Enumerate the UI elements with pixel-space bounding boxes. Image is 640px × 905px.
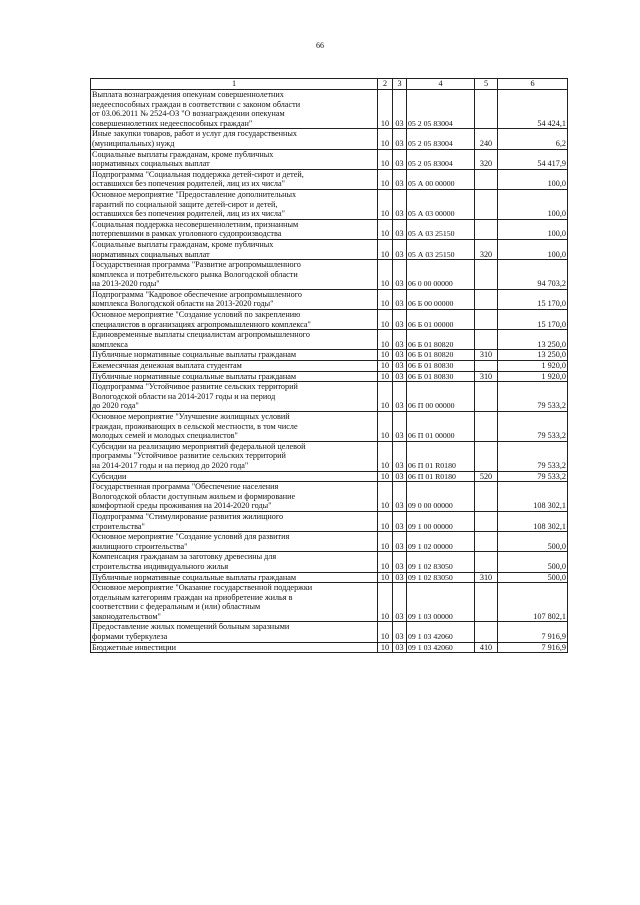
table-row	[91, 471, 568, 482]
amount: 7 916,9	[498, 642, 568, 653]
subsection-code: 03	[393, 572, 407, 583]
expense-type-code	[475, 552, 498, 572]
table-row	[91, 289, 568, 309]
row-name-line: программы "Устойчивое развитие сельских территорий	[92, 451, 286, 461]
row-name-line: Подпрограмма "Стимулирование развития жилищного	[92, 511, 284, 521]
section-code: 10	[378, 572, 393, 583]
row-name	[91, 260, 378, 290]
table-row	[91, 219, 568, 239]
row-name	[91, 90, 378, 129]
expense-type-code	[475, 441, 498, 471]
row-name-line: Предоставление жилых помещений больным заразными	[92, 622, 290, 632]
table-row	[91, 361, 568, 372]
expense-type-code: 520	[475, 471, 498, 482]
subsection-code: 03	[393, 90, 407, 129]
subsection-code: 03	[393, 330, 407, 350]
amount: 54 417,9	[498, 149, 568, 169]
target-article-code: 09 0 00 00000	[407, 482, 475, 512]
expense-type-code: 320	[475, 149, 498, 169]
amount: 100,0	[498, 189, 568, 219]
target-article-code: 05 А 00 00000	[407, 169, 475, 189]
row-name-line: Компенсация гражданам за заготовку древесины для	[92, 552, 277, 562]
target-article-code: 09 1 03 42060	[407, 642, 475, 653]
target-article-code: 09 1 02 00000	[407, 532, 475, 552]
section-code: 10	[378, 371, 393, 382]
amount: 108 302,1	[498, 511, 568, 531]
subsection-code: 03	[393, 260, 407, 290]
section-code: 10	[378, 219, 393, 239]
amount: 13 250,0	[498, 350, 568, 361]
col-header-1: 1	[91, 79, 378, 90]
target-article-code: 06 Б 01 80830	[407, 361, 475, 372]
row-name-line: Иные закупки товаров, работ и услуг для государственных	[92, 129, 297, 139]
row-name	[91, 239, 378, 259]
amount: 100,0	[498, 239, 568, 259]
section-code: 10	[378, 552, 393, 572]
target-article-code: 05 2 05 83004	[407, 149, 475, 169]
row-name	[91, 552, 378, 572]
row-name	[91, 622, 378, 642]
row-name	[91, 482, 378, 512]
row-name	[91, 583, 378, 622]
row-name-line: Государственная программа "Развитие агропромышленного	[92, 260, 301, 270]
row-name-line: Подпрограмма "Кадровое обеспечение агропромышленного	[92, 289, 302, 299]
table-row	[91, 552, 568, 572]
table-row	[91, 532, 568, 552]
table-row	[91, 371, 568, 382]
table-header-row	[91, 79, 568, 90]
row-name-line: Основное мероприятие "Предоставление дополнительных	[92, 189, 297, 199]
expense-type-code	[475, 260, 498, 290]
row-name-line: оставшихся без попечения родителей, лиц из их числа"	[92, 209, 285, 219]
subsection-code: 03	[393, 361, 407, 372]
row-name	[91, 412, 378, 442]
row-name-line: соответствии с федеральным и (или) областным	[92, 602, 261, 612]
expense-type-code	[475, 382, 498, 412]
table-row	[91, 622, 568, 642]
row-name	[91, 532, 378, 552]
row-name-line: Публичные нормативные социальные выплаты гражданам	[92, 350, 297, 360]
subsection-code: 03	[393, 552, 407, 572]
amount: 1 920,0	[498, 371, 568, 382]
expense-type-code: 310	[475, 350, 498, 361]
row-name-line: Социальные выплаты гражданам, кроме публичных	[92, 149, 274, 159]
col-header-6: 6	[498, 79, 568, 90]
row-name-line: строительства"	[92, 521, 145, 531]
section-code: 10	[378, 642, 393, 653]
row-name-line: Основное мероприятие "Создание условий по закреплению	[92, 310, 301, 320]
row-name	[91, 310, 378, 330]
expense-type-code	[475, 622, 498, 642]
expense-type-code	[475, 482, 498, 512]
row-name-line: Основное мероприятие "Оказание государственной поддержки	[92, 583, 313, 593]
section-code: 10	[378, 361, 393, 372]
row-name-line: Подпрограмма "Устойчивое развитие сельских территорий	[92, 382, 298, 392]
expense-type-code	[475, 361, 498, 372]
section-code: 10	[378, 511, 393, 531]
subsection-code: 03	[393, 532, 407, 552]
subsection-code: 03	[393, 382, 407, 412]
row-name-line: от 03.06.2011 № 2524-ОЗ "О вознаграждении опекунам	[92, 109, 285, 119]
table-row	[91, 511, 568, 531]
row-name	[91, 382, 378, 412]
subsection-code: 03	[393, 583, 407, 622]
row-name-line: Публичные нормативные социальные выплаты гражданам	[92, 572, 297, 582]
row-name-line: законодательством"	[92, 611, 161, 621]
subsection-code: 03	[393, 310, 407, 330]
target-article-code: 09 1 03 42060	[407, 622, 475, 642]
subsection-code: 03	[393, 189, 407, 219]
amount: 1 920,0	[498, 361, 568, 372]
target-article-code: 05 А 03 00000	[407, 189, 475, 219]
col-header-4: 4	[407, 79, 475, 90]
target-article-code: 09 1 00 00000	[407, 511, 475, 531]
section-code: 10	[378, 441, 393, 471]
expense-type-code	[475, 189, 498, 219]
subsection-code: 03	[393, 129, 407, 149]
subsection-code: 03	[393, 371, 407, 382]
row-name	[91, 471, 378, 482]
table-row	[91, 350, 568, 361]
table-row	[91, 310, 568, 330]
amount: 79 533,2	[498, 412, 568, 442]
row-name-line: Основное мероприятие "Создание условий для развития	[92, 532, 290, 542]
row-name	[91, 149, 378, 169]
target-article-code: 09 1 02 83050	[407, 552, 475, 572]
row-name-line: комплекса	[92, 339, 128, 349]
amount: 100,0	[498, 219, 568, 239]
section-code: 10	[378, 622, 393, 642]
expense-type-code	[475, 532, 498, 552]
budget-table	[90, 78, 568, 653]
row-name-line: недееспособных граждан в соответствии с законом области	[92, 99, 301, 109]
row-name	[91, 169, 378, 189]
amount: 100,0	[498, 169, 568, 189]
target-article-code: 06 Б 01 80830	[407, 371, 475, 382]
target-article-code: 06 П 01 00000	[407, 412, 475, 442]
row-name-line: Бюджетные инвестиции	[92, 642, 177, 652]
section-code: 10	[378, 149, 393, 169]
table-body	[91, 90, 568, 653]
target-article-code: 09 1 02 83050	[407, 572, 475, 583]
target-article-code: 06 0 00 00000	[407, 260, 475, 290]
amount: 107 802,1	[498, 583, 568, 622]
page-number: 66	[316, 41, 324, 50]
col-header-3: 3	[393, 79, 407, 90]
section-code: 10	[378, 189, 393, 219]
row-name	[91, 350, 378, 361]
row-name-line: жилищного строительства"	[92, 541, 188, 551]
table-row	[91, 441, 568, 471]
amount: 500,0	[498, 532, 568, 552]
subsection-code: 03	[393, 441, 407, 471]
expense-type-code	[475, 583, 498, 622]
expense-type-code	[475, 289, 498, 309]
target-article-code: 06 П 00 00000	[407, 382, 475, 412]
row-name-line: комплекса и потребительского рынка Вологодской области	[92, 269, 298, 279]
row-name	[91, 572, 378, 583]
table-row	[91, 260, 568, 290]
table-row	[91, 169, 568, 189]
expense-type-code	[475, 310, 498, 330]
row-name-line: Ежемесячная денежная выплата студентам	[92, 361, 242, 371]
row-name-line: Выплата вознаграждения опекунам совершеннолетних	[92, 90, 284, 99]
expense-type-code	[475, 330, 498, 350]
row-name-line: Основное мероприятие "Улучшение жилищных условий	[92, 412, 290, 421]
col-header-2: 2	[378, 79, 393, 90]
table-row	[91, 149, 568, 169]
row-name-line: Субсидии на реализацию мероприятий федеральной целевой	[92, 441, 306, 451]
target-article-code: 06 Б 00 00000	[407, 289, 475, 309]
col-header-5: 5	[475, 79, 498, 90]
expense-type-code: 320	[475, 239, 498, 259]
section-code: 10	[378, 471, 393, 482]
section-code: 10	[378, 350, 393, 361]
target-article-code: 05 А 03 25150	[407, 219, 475, 239]
row-name-line: граждан, проживающих в сельской местности, в том числе	[92, 421, 298, 431]
row-name-line: Государственная программа "Обеспечение населения	[92, 482, 279, 492]
subsection-code: 03	[393, 239, 407, 259]
row-name	[91, 330, 378, 350]
subsection-code: 03	[393, 169, 407, 189]
row-name-line: Подпрограмма "Социальная поддержка детей-сирот и детей,	[92, 169, 304, 179]
subsection-code: 03	[393, 149, 407, 169]
row-name	[91, 129, 378, 149]
row-name-line: гарантий по социальной защите детей-сирот и детей,	[92, 199, 278, 209]
row-name-line: Социальные выплаты гражданам, кроме публичных	[92, 239, 274, 249]
subsection-code: 03	[393, 642, 407, 653]
section-code: 10	[378, 260, 393, 290]
table-row	[91, 583, 568, 622]
expense-type-code	[475, 219, 498, 239]
section-code: 10	[378, 289, 393, 309]
expense-type-code	[475, 412, 498, 442]
row-name	[91, 441, 378, 471]
table-row	[91, 189, 568, 219]
table-row	[91, 239, 568, 259]
section-code: 10	[378, 482, 393, 512]
amount: 15 170,0	[498, 310, 568, 330]
target-article-code: 05 2 05 83004	[407, 90, 475, 129]
subsection-code: 03	[393, 622, 407, 642]
target-article-code: 09 1 03 00000	[407, 583, 475, 622]
row-name-line: Социальная поддержка несовершеннолетним, признанным	[92, 219, 299, 229]
target-article-code: 06 Б 01 80820	[407, 350, 475, 361]
row-name-line: формами туберкулеза	[92, 632, 168, 642]
amount: 13 250,0	[498, 330, 568, 350]
row-name-line: строительства индивидуального жилья	[92, 561, 229, 571]
section-code: 10	[378, 169, 393, 189]
section-code: 10	[378, 583, 393, 622]
section-code: 10	[378, 412, 393, 442]
section-code: 10	[378, 129, 393, 149]
subsection-code: 03	[393, 471, 407, 482]
target-article-code: 06 Б 01 80820	[407, 330, 475, 350]
row-name	[91, 219, 378, 239]
amount: 7 916,9	[498, 622, 568, 642]
subsection-code: 03	[393, 412, 407, 442]
row-name-line: Вологодской области на 2014-2017 годы и на период	[92, 391, 276, 401]
expense-type-code: 310	[475, 371, 498, 382]
amount: 54 424,1	[498, 90, 568, 129]
row-name	[91, 511, 378, 531]
row-name-line: нормативных социальных выплат	[92, 159, 210, 169]
target-article-code: 06 П 01 R0180	[407, 441, 475, 471]
expense-type-code	[475, 169, 498, 189]
row-name-line: совершеннолетних недееспособных граждан"	[92, 118, 253, 128]
table-row	[91, 129, 568, 149]
section-code: 10	[378, 330, 393, 350]
table-row	[91, 572, 568, 583]
row-name-line: до 2020 года"	[92, 401, 139, 411]
row-name-line: Субсидии	[92, 471, 127, 481]
amount: 6,2	[498, 129, 568, 149]
expense-type-code: 310	[475, 572, 498, 583]
section-code: 10	[378, 90, 393, 129]
row-name	[91, 371, 378, 382]
subsection-code: 03	[393, 350, 407, 361]
expense-type-code	[475, 511, 498, 531]
table-row	[91, 482, 568, 512]
table-row	[91, 382, 568, 412]
row-name-line: на 2013-2020 годы"	[92, 279, 160, 289]
row-name-line: комфортной среды проживания на 2014-2020 годы"	[92, 501, 272, 511]
subsection-code: 03	[393, 482, 407, 512]
subsection-code: 03	[393, 219, 407, 239]
expense-type-code: 240	[475, 129, 498, 149]
row-name-line: потерпевшими в рамках уголовного судопроизводства	[92, 229, 282, 239]
subsection-code: 03	[393, 511, 407, 531]
amount: 94 703,2	[498, 260, 568, 290]
amount: 79 533,2	[498, 471, 568, 482]
row-name-line: Вологодской области доступным жильем и формирование	[92, 491, 296, 501]
table-row	[91, 412, 568, 442]
table-row	[91, 90, 568, 129]
row-name-line: на 2014-2017 годы и на период до 2020 года"	[92, 460, 249, 470]
target-article-code: 05 А 03 25150	[407, 239, 475, 259]
target-article-code: 06 П 01 R0180	[407, 471, 475, 482]
target-article-code: 05 2 05 83004	[407, 129, 475, 149]
amount: 500,0	[498, 572, 568, 583]
section-code: 10	[378, 310, 393, 330]
table-row	[91, 330, 568, 350]
row-name-line: (муниципальных) нужд	[92, 138, 175, 148]
row-name-line: комплекса Вологодской области на 2013-2020 годы"	[92, 299, 274, 309]
amount: 15 170,0	[498, 289, 568, 309]
amount: 79 533,2	[498, 441, 568, 471]
amount: 500,0	[498, 552, 568, 572]
row-name-line: нормативных социальных выплат	[92, 249, 210, 259]
section-code: 10	[378, 382, 393, 412]
row-name-line: молодых семей и молодых специалистов"	[92, 431, 238, 441]
row-name	[91, 642, 378, 653]
row-name	[91, 361, 378, 372]
amount: 79 533,2	[498, 382, 568, 412]
row-name-line: Единовременные выплаты специалистам агропромышленного	[92, 330, 310, 340]
expense-type-code	[475, 90, 498, 129]
expense-type-code: 410	[475, 642, 498, 653]
row-name-line: Публичные нормативные социальные выплаты гражданам	[92, 371, 297, 381]
section-code: 10	[378, 239, 393, 259]
amount: 108 302,1	[498, 482, 568, 512]
row-name	[91, 189, 378, 219]
row-name-line: оставшихся без попечения родителей, лиц из их числа"	[92, 179, 285, 189]
row-name-line: специалистов в организациях агропромышленного комплекса"	[92, 319, 311, 329]
table-row	[91, 642, 568, 653]
section-code: 10	[378, 532, 393, 552]
row-name-line: отдельным категориям граждан на приобретение жилья в	[92, 592, 293, 602]
subsection-code: 03	[393, 289, 407, 309]
target-article-code: 06 Б 01 00000	[407, 310, 475, 330]
row-name	[91, 289, 378, 309]
